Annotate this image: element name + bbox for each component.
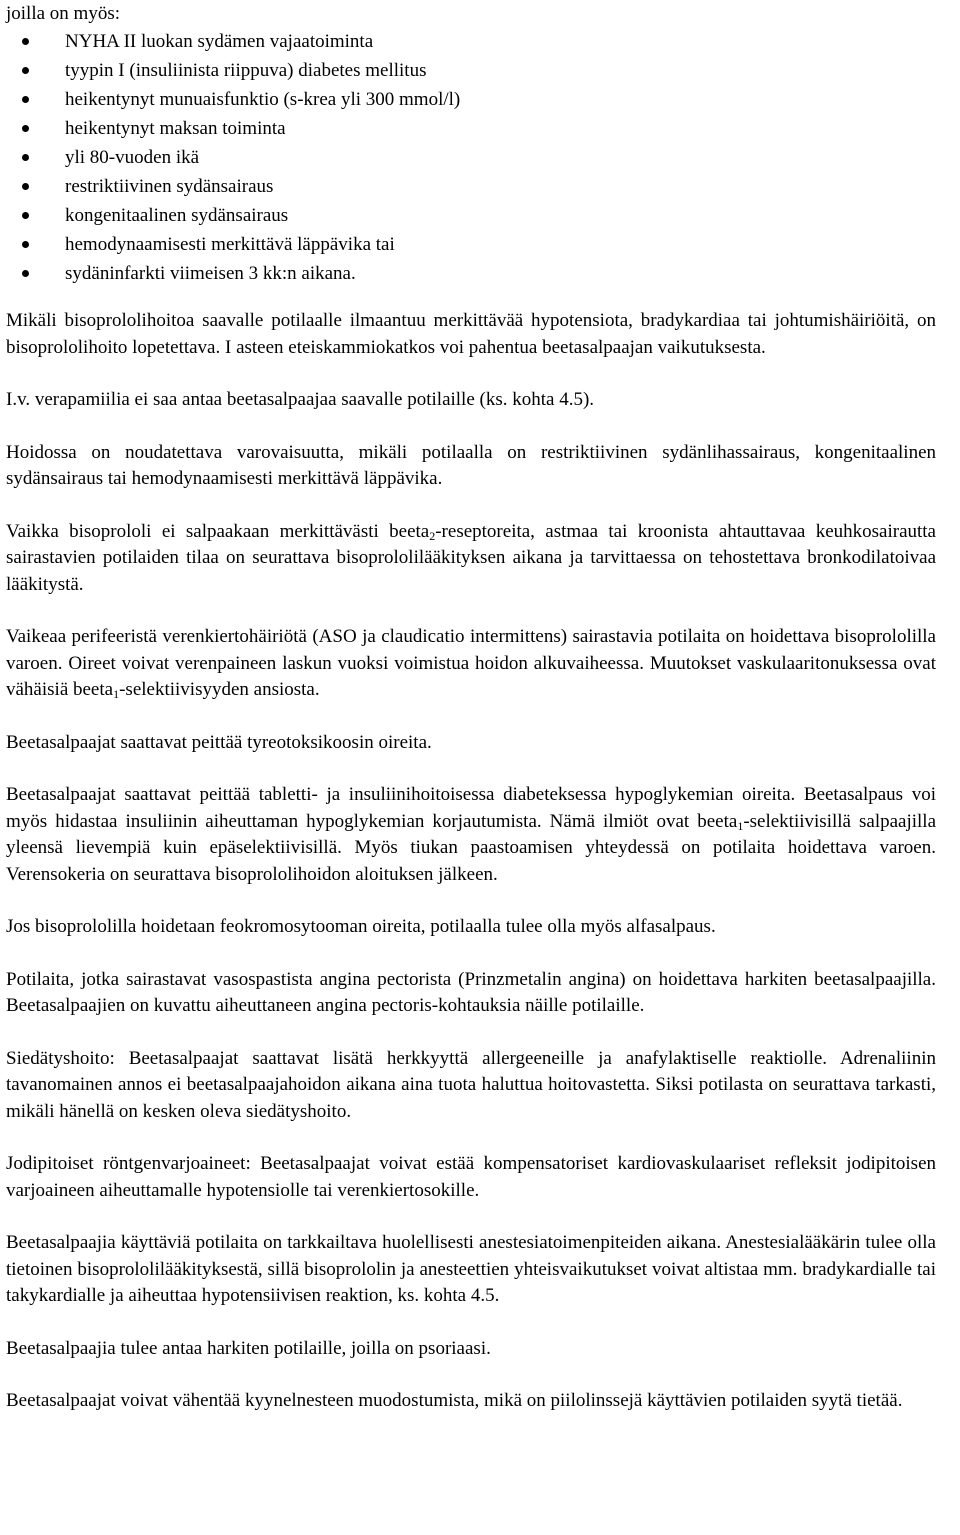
intro-line: joilla on myös: xyxy=(6,3,120,24)
list-item: tyypin I (insuliinista riippuva) diabetes mellitus xyxy=(6,56,936,85)
paragraph-hypoglycemia: Beetasalpaajat saattavat peittää tabletti- ja insuliinihoitoisessa diabeteksessa hypoglykemian oireita. Beetasalpaus voi myös hidastaa insuliinin aiheuttaman hypoglykemian korjautumista. Nämä ilmiöt ovat beeta$_1$-selektiivisillä salpaajilla yleensä lievempiä kuin epäselektiivisillä. Myös tiukan paastoamisen yhteydessä on potilaita hoidettava varoen. Verensokeria on seurattava bisoprololihoidon aloituksen jälkeen. xyxy=(6,784,937,885)
paragraph-verapamil: I.v. verapamiilia ei saa antaa beetasalpaajaa saavalle potilaille (ks. kohta 4.5). xyxy=(6,389,595,410)
bullet-icon xyxy=(22,154,29,161)
document-page xyxy=(6,0,936,1441)
bullet-icon xyxy=(22,125,29,132)
list-item: kongenitaalinen sydänsairaus xyxy=(6,201,936,230)
paragraph-hypotension-warning: Mikäli bisoprololihoitoa saavalle potilaalle ilmaantuu merkittävää hypotensiota, bradykardiaa tai johtumishäiriöitä, on bisoprololihoito lopetettava. I asteen eteiskammiokatkos voi pahentua beetasalpaajan vaikutuksesta. xyxy=(6,310,936,358)
bullet-icon xyxy=(22,270,29,277)
paragraph-thyrotoxicosis: Beetasalpaajat saattavat peittää tyreotoksikoosin oireita. xyxy=(6,731,432,753)
list-item: yli 80-vuoden ikä xyxy=(6,143,936,172)
bullet-icon xyxy=(22,67,29,74)
bullet-icon xyxy=(22,38,29,45)
paragraph-angina: Potilaita, jotka sairastavat vasospastista angina pectorista (Prinzmetalin angina) on hoidettava harkiten beetasalpaajilla. Beetasalpaajien on kuvattu aiheuttaneen angina pectoris-kohtauksia näille potilaille. xyxy=(6,968,936,1016)
bullet-icon xyxy=(22,183,29,190)
paragraph-peripheral-circulation: Vaikeaa perifeeristä verenkiertohäiriötä (ASO ja claudicatio intermittens) sairastavia potilaita on hoidettava bisoprololilla varoen. Oireet voivat verenpaineen laskun vuoksi voimistua hoidon alkuvaiheessa. Muutokset vaskulaaritonuksessa ovat vähäisiä beeta$_1$-selektiivisyyden ansiosta. xyxy=(6,626,936,701)
paragraph-tear-fluid: Beetasalpaajat voivat vähentää kyynelnesteen muodostumista, mikä on piilolinssejä käyttävien potilaiden syytä tietää. xyxy=(6,1390,903,1411)
list-item: heikentynyt munuaisfunktio (s-krea yli 300 mmol/l) xyxy=(6,85,936,114)
paragraph-asthma: Vaikka bisoprololi ei salpaakaan merkittävästi beeta$_2$-reseptoreita, astmaa tai kroonista ahtauttavaa keuhkosairautta sairastavien potilaiden tilaa on seurattava bisoprololilääkityksen aikana ja tarvittaessa on tehostettava bronkodilatoivaa lääkitystä. xyxy=(6,520,936,595)
paragraph-anesthesia: Beetasalpaajia käyttäviä potilaita on tarkkailtava huolellisesti anestesiatoimenpiteiden aikana. Anestesialääkärin tulee olla tietoinen bisoprololilääkityksestä, sillä bisoprololin ja anesteettien yhteisvaikutukset voivat altistaa mm. bradykardialle tai takykardialle ja aiheuttaa hypotensiivisen reaktion, ks. kohta 4.5. xyxy=(6,1232,936,1306)
paragraph-caution: Hoidossa on noudatettava varovaisuutta, mikäli potilaalla on restriktiivinen sydänlihassairaus, kongenitaalinen sydänsairaus tai hemodynaamisesti merkittävä läppävika. xyxy=(6,441,936,489)
list-item: restriktiivinen sydänsairaus xyxy=(6,172,936,201)
risk-factor-list xyxy=(6,27,936,288)
bullet-icon xyxy=(22,241,29,248)
list-item: hemodynaamisesti merkittävä läppävika tai xyxy=(6,230,936,259)
bullet-icon xyxy=(22,212,29,219)
bullet-icon xyxy=(22,96,29,103)
paragraph-pheochromocytoma: Jos bisoprololilla hoidetaan feokromosytooman oireita, potilaalla tulee olla myös alfasalpaus. xyxy=(6,916,716,937)
list-item: heikentynyt maksan toiminta xyxy=(6,114,936,143)
list-item: sydäninfarkti viimeisen 3 kk:n aikana. xyxy=(6,259,936,288)
paragraph-contrast-agents: Jodipitoiset röntgenvarjoaineet: Beetasalpaajat voivat estää kompensatoriset kardiovaskulaariset refleksit jodipitoisen varjoaineen aiheuttamalle hypotensiolle tai verenkiertosokille. xyxy=(6,1153,936,1201)
paragraph-psoriasis: Beetasalpaajia tulee antaa harkiten potilaille, joilla on psoriaasi. xyxy=(6,1337,491,1359)
list-item: NYHA II luokan sydämen vajaatoiminta xyxy=(6,27,936,56)
paragraph-desensitization: Siedätyshoito: Beetasalpaajat saattavat lisätä herkkyyttä allergeeneille ja anafylaktiselle reaktiolle. Adrenaliinin tavanomainen annos ei beetasalpaajahoidon aikana aina tuota haluttua hoitovastetta. Siksi potilasta on seurattava tarkasti, mikäli hänellä on kesken oleva siedätyshoito. xyxy=(6,1047,936,1122)
